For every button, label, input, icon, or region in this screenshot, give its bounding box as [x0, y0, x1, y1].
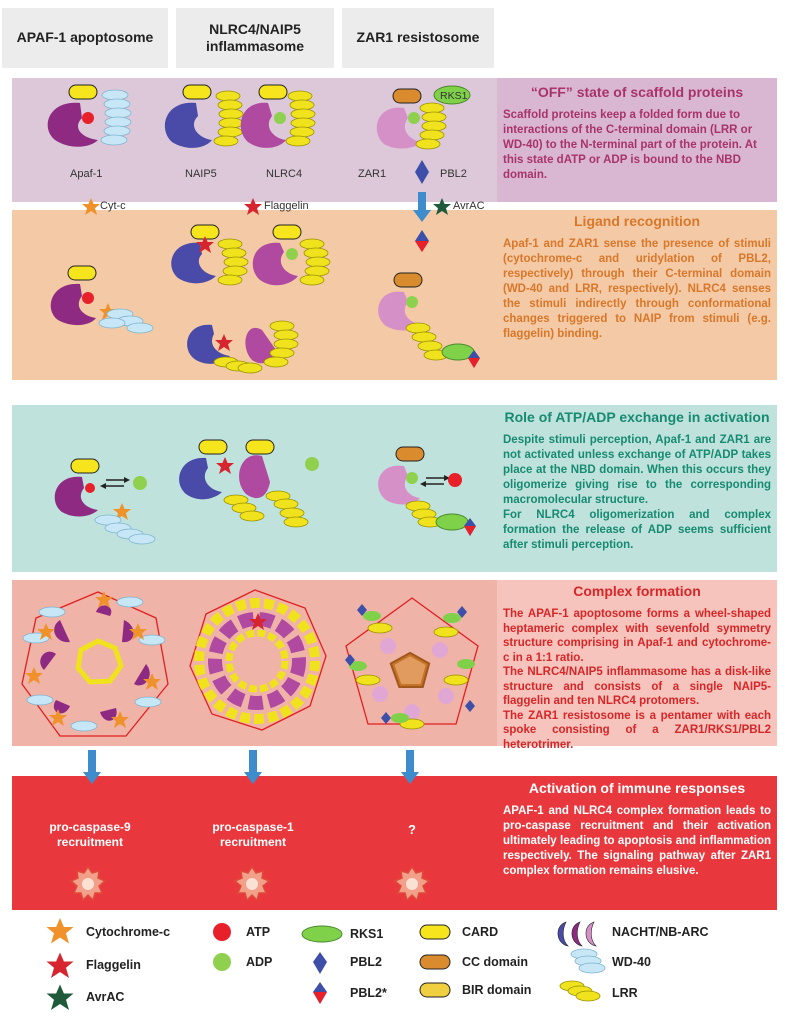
stage-text: Apaf-1 and ZAR1 sense the presence of stimuli (cytochrome-c and uridylation of PBL2, respectively) through their C-terminal domain (WD-40 and LRR, respectively). NLRC4 senses the stimuli indirectly through conformational changes triggered to NAIP from stimuli (e.g. flaggelin) binding.: [503, 238, 771, 340]
stage-title: Ligand recognition: [574, 213, 700, 229]
label-zar1: ZAR1: [358, 168, 387, 180]
label-rks1: RKS1: [440, 90, 468, 102]
stage-title: Role of ATP/ADP exchange in activation: [504, 409, 770, 425]
zar1-ligand: [378, 230, 480, 368]
label-apaf1: Apaf-1: [70, 168, 103, 180]
legend-label: NACHT/NB-ARC: [612, 925, 709, 939]
legend-label: PBL2: [350, 955, 382, 969]
label-pbl2: PBL2: [440, 168, 467, 180]
legend-label: RKS1: [350, 927, 384, 941]
legend-label: ATP: [246, 925, 271, 939]
label-nlrc4: NLRC4: [266, 168, 303, 180]
label-avrac: AvrAC: [453, 200, 485, 212]
legend-label: ADP: [246, 955, 273, 969]
legend-label: CARD: [462, 925, 499, 939]
stage-title: Activation of immune responses: [528, 780, 746, 796]
legend-label: PBL2*: [350, 986, 387, 1000]
stage-text: Scaffold proteins keep a folded form due to interactions of the C-terminal domain (LRR or WD-40) to the N-terminal part of the protein. At this state dATP or ADP is bound to the NBD domain.: [503, 109, 757, 181]
legend-label: Flaggelin: [86, 958, 141, 972]
legend-label: AvrAC: [86, 990, 125, 1004]
legend-label: Cytochrome-c: [86, 925, 171, 939]
outcome-apaf1: pro-caspase-9 recruitment: [49, 820, 131, 849]
label-cytc: Cyt-c: [100, 200, 126, 212]
stage-title: Complex formation: [573, 583, 701, 599]
legend-label: BIR domain: [462, 983, 532, 997]
nlrc4-exchange: [179, 440, 319, 527]
apoptosome-complex: [22, 591, 168, 736]
legend-label: WD-40: [612, 955, 651, 969]
inflammasome-complex: [190, 590, 326, 730]
stage-text: Despite stimuli perception, Apaf-1 and ZAR1 are not activated unless exchange of ATP/ADP takes place at the NBD domain. When this occurs they oligomerize giving rise to the corresponding macromolecular structure. For NLRC4 oligomerization and complex formation the release of ADP seems sufficient after stimuli perception.: [503, 434, 771, 551]
label-flaggelin: Flaggelin: [264, 200, 309, 212]
resistosome-complex: [345, 598, 478, 729]
zar1-exchange: [378, 447, 476, 536]
apaf1-off: [48, 85, 131, 147]
column-header-zar1: ZAR1 resistosome: [342, 8, 494, 68]
stage-text: APAF-1 and NLRC4 complex formation leads to pro-caspase recruitment and their activation ultimately leading to apoptosis and inflammation respectively. The signaling pathway after ZAR1 complex formation remains elusive.: [503, 805, 771, 877]
apaf1-ligand: [51, 266, 153, 333]
nlrc4-ligand: [171, 225, 330, 373]
column-header-apaf1: APAF-1 apoptosome: [2, 8, 168, 68]
stage-text: The APAF-1 apoptosome forms a wheel-shaped heptameric complex with sevenfold symmetry structure comprising in Apaf-1 and cytochrome-c in a 1:1 ratio. The NLRC4/NAIP5 inflammasome has a disk-like structure and consists of a single NAIP5-flaggelin and ten NLRC4 protomers. The ZAR1 resistosome is a pentamer with each spoke consisting of a ZAR1/RKS1/PBL2 heterotrimer.: [503, 608, 771, 751]
column-header-nlrc4-text: NLRC4/NAIP5 inflammasome: [205, 20, 305, 54]
label-naip5: NAIP5: [185, 168, 217, 180]
legend-label: LRR: [612, 986, 638, 1000]
apaf1-exchange: [55, 459, 155, 544]
stage-title: “OFF” state of scaffold proteins: [530, 84, 744, 100]
outcome-nlrc4: pro-caspase-1 recruitment: [212, 820, 294, 849]
outcome-zar1: ?: [408, 822, 416, 837]
nlrc4-off: [165, 85, 315, 148]
legend-label: CC domain: [462, 955, 528, 969]
